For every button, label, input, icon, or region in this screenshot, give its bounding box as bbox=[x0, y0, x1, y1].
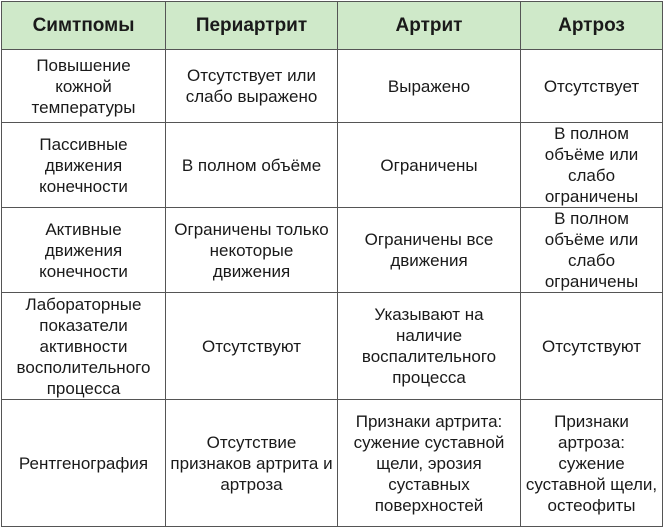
table-cell: Указывают на наличие воспалительного процесса bbox=[338, 293, 521, 400]
row-label: Активные движения конечности bbox=[2, 208, 166, 293]
table-cell: Отсутствие признаков артрита и артроза bbox=[166, 400, 338, 527]
table-row bbox=[2, 208, 663, 293]
table-cell: Выражено bbox=[338, 50, 521, 123]
table-cell: Ограничены все движения bbox=[338, 208, 521, 293]
table-cell: Отсутствует bbox=[521, 50, 663, 123]
table-cell: В полном объёме или слабо ограничены bbox=[521, 208, 663, 293]
table-row bbox=[2, 123, 663, 208]
header-arthritis: Артрит bbox=[338, 2, 521, 50]
table-cell: Отсутствуют bbox=[166, 293, 338, 400]
table-cell: Ограничены bbox=[338, 123, 521, 208]
table-cell: В полном объёме или слабо ограничены bbox=[521, 123, 663, 208]
header-arthrosis: Артроз bbox=[521, 2, 663, 50]
table-row bbox=[2, 293, 663, 400]
table-cell: В полном объёме bbox=[166, 123, 338, 208]
header-row bbox=[2, 2, 663, 50]
row-label: Рентгенография bbox=[2, 400, 166, 527]
table-cell: Ограничены только некоторые движения bbox=[166, 208, 338, 293]
header-periarthritis: Периартрит bbox=[166, 2, 338, 50]
table-cell: Признаки артроза: сужение суставной щели, остеофиты bbox=[521, 400, 663, 527]
row-label: Пассивные движения конечности bbox=[2, 123, 166, 208]
table-row bbox=[2, 400, 663, 527]
row-label: Повышение кожной температуры bbox=[2, 50, 166, 123]
table-row bbox=[2, 50, 663, 123]
table-cell: Признаки артрита: сужение суставной щели, эрозия суставных поверхностей bbox=[338, 400, 521, 527]
table-cell: Отсутствует или слабо выражено bbox=[166, 50, 338, 123]
table-cell: Отсутствуют bbox=[521, 293, 663, 400]
symptoms-comparison-table bbox=[1, 1, 663, 527]
row-label: Лабораторные показатели активности восполительного процесса bbox=[2, 293, 166, 400]
header-symptoms: Симтпомы bbox=[2, 2, 166, 50]
